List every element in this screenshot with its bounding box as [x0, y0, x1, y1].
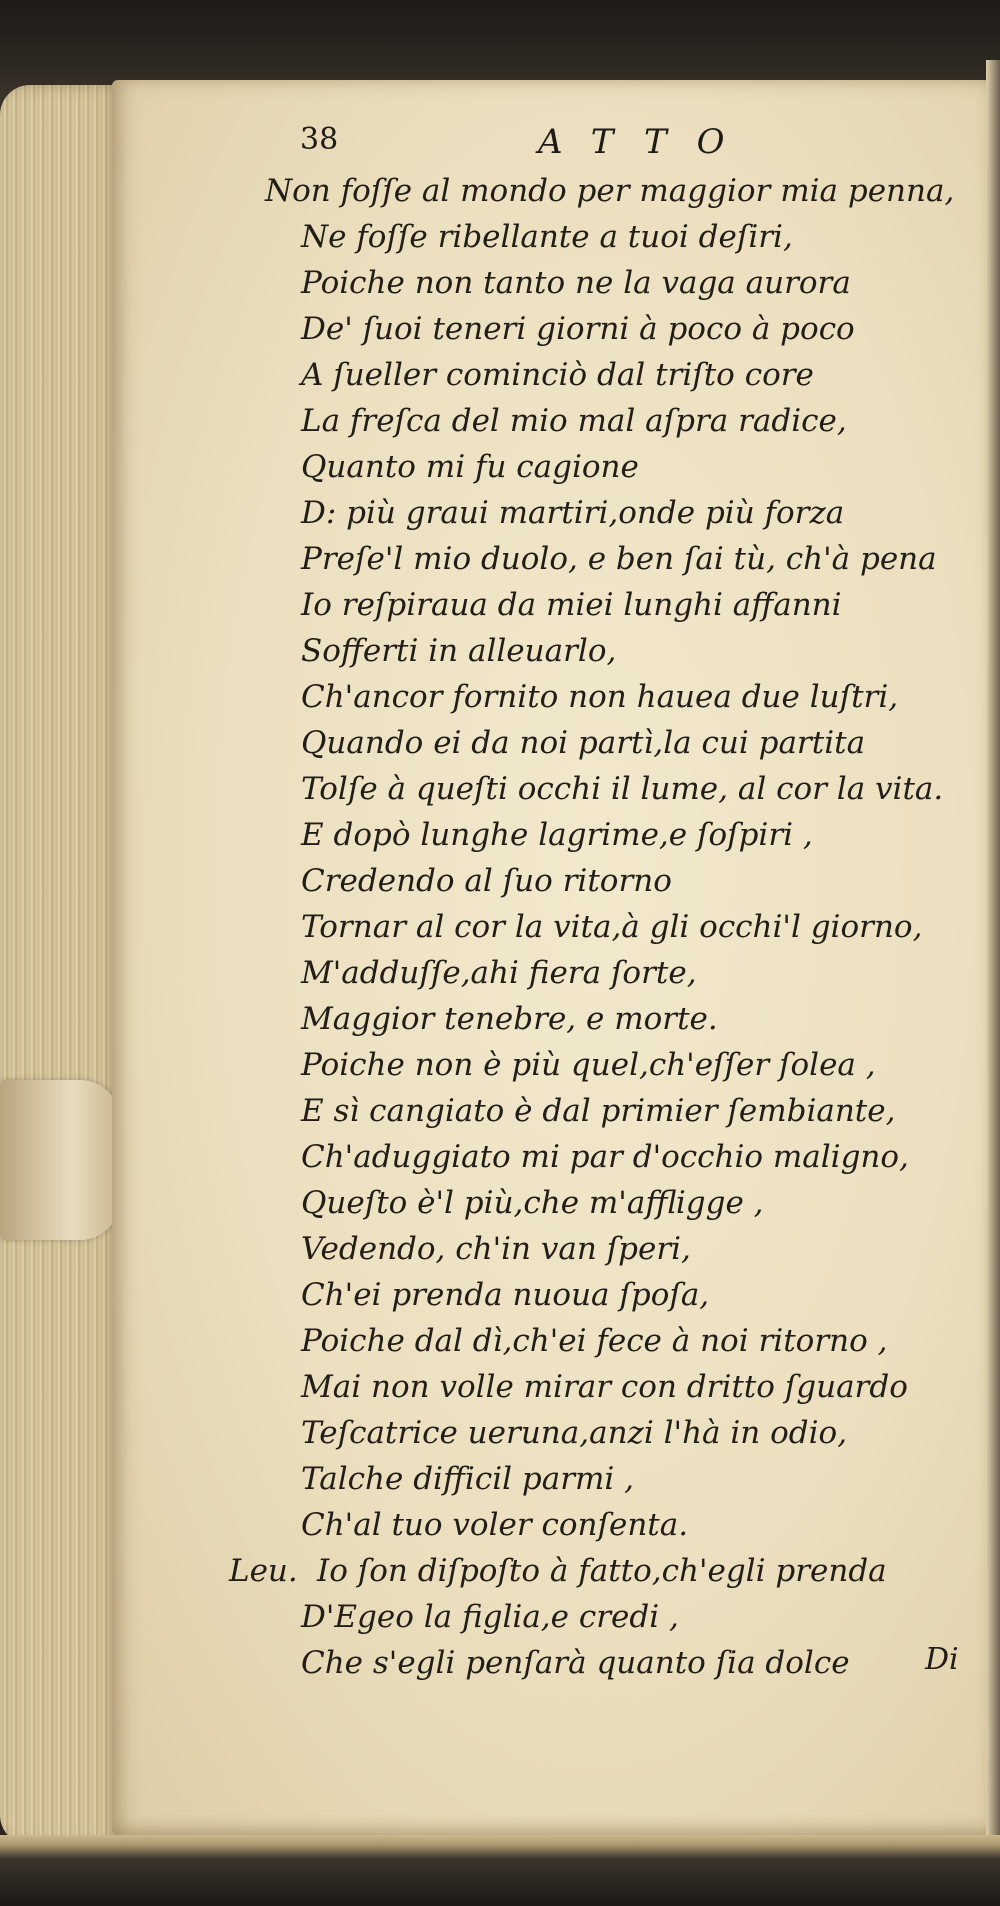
verse-line [265, 1456, 995, 1502]
verse-line-text: Poiche dal dì,ch'ei fece à noi ritorno , [301, 1323, 888, 1359]
verse-line-text: Ch'aduggiato mi par d'occhio maligno, [301, 1139, 909, 1175]
verse-line-text: Mai non volle mirar con dritto ſguardo [301, 1369, 908, 1405]
verse-line [265, 582, 995, 628]
verse-line-text: Preſe'l mio duolo, e ben ſai tù, ch'à pena [301, 541, 937, 577]
verse-line [265, 1318, 995, 1364]
verse-line-text: D: più graui martiri,onde più forza [301, 495, 845, 531]
verse-line [265, 1502, 995, 1548]
speaker-name: Leu. [229, 1553, 298, 1589]
verse-line-text: Maggior tenebre, e morte. [301, 1001, 718, 1037]
verse-line [265, 628, 995, 674]
verse-line-text: Poiche non tanto ne la vaga aurora [301, 265, 851, 301]
verse-line-text: Ch'al tuo voler conſenta. [301, 1507, 689, 1543]
running-head: ATTO [538, 122, 755, 162]
verse-line-text: Ch'ei prenda nuoua ſpoſa, [301, 1277, 710, 1313]
verse-line-text: Queſto è'l più,che m'affligge , [301, 1185, 764, 1221]
verse-line [265, 168, 995, 214]
verse-line-text: E dopò lunghe lagrime,e ſoſpiri , [301, 817, 813, 853]
verse-line [265, 1134, 995, 1180]
verse-line-text: A ſueller cominciò dal triſto core [301, 357, 814, 393]
verse-line [265, 1180, 995, 1226]
verse-line [265, 306, 995, 352]
verse-line-text: E sì cangiato è dal primier ſembiante, [301, 1093, 896, 1129]
verse-line [265, 674, 995, 720]
verse-line-text: Teſcatrice ueruna,anzi l'hà in odio, [301, 1415, 848, 1451]
verse-line [265, 858, 995, 904]
verse-line-text: D'Egeo la figlia,e credi , [301, 1599, 679, 1635]
verse-line-text: Tornar al cor la vita,à gli occhi'l giorno, [301, 909, 923, 945]
page-edges [0, 85, 120, 1845]
verse-line [265, 214, 995, 260]
verse-line-text: M'adduſſe,ahi fiera ſorte, [301, 955, 697, 991]
verse-line-text: Quanto mi fu cagione [301, 449, 639, 485]
verse-line-text: De' ſuoi teneri giorni à poco à poco [301, 311, 855, 347]
verse-line [265, 996, 995, 1042]
verse-line [265, 950, 995, 996]
verse-line-text: La freſca del mio mal aſpra radice, [301, 403, 847, 439]
verse-line [229, 1548, 995, 1594]
verse-line-text: Io reſpiraua da miei lunghi affanni [301, 587, 842, 623]
verse-line [265, 1410, 995, 1456]
verse-line-text: Non foſſe al mondo per maggior mia penna, [265, 173, 955, 209]
verse-line-text: Quando ei da noi partì,la cui partita [301, 725, 866, 761]
verse-line-text: Credendo al ſuo ritorno [301, 863, 672, 899]
verse-line [265, 720, 995, 766]
catchword: Di [925, 1642, 959, 1677]
verse-line-text: Ch'ancor fornito non hauea due luſtri, [301, 679, 899, 715]
page-header [300, 122, 800, 170]
verse-line-text: Talche difficil parmi , [301, 1461, 635, 1497]
verse-line [265, 260, 995, 306]
verse-line-text: Poiche non è più quel,ch'eſſer ſolea , [301, 1047, 876, 1083]
verse-line-text: Ne foſſe ribellante a tuoi deſiri, [301, 219, 793, 255]
page-number: 38 [300, 122, 339, 157]
verse-line [265, 1042, 995, 1088]
verse-line [265, 1272, 995, 1318]
verse-text [229, 168, 995, 1686]
verse-line [265, 904, 995, 950]
verse-line-text: Io ſon diſpoſto à fatto,ch'egli prenda [317, 1553, 887, 1589]
verse-line [265, 1364, 995, 1410]
verse-line-text: Tolſe à queſti occhi il lume, al cor la vita. [301, 771, 944, 807]
verse-line-text: Che s'egli penſarà quanto ſia dolce [301, 1645, 850, 1681]
verse-line [265, 766, 995, 812]
verse-line [265, 1640, 995, 1686]
verse-line [265, 444, 995, 490]
verse-line [265, 1088, 995, 1134]
verse-line-text: Vedendo, ch'in van ſperi, [301, 1231, 691, 1267]
bookmark-tab [0, 1080, 120, 1240]
verse-line [265, 536, 995, 582]
verse-line-text: Sofferti in alleuarlo, [301, 633, 617, 669]
verse-line [265, 812, 995, 858]
verse-line [265, 490, 995, 536]
verse-line [265, 398, 995, 444]
verse-line [265, 1594, 995, 1640]
verse-line [265, 1226, 995, 1272]
bottom-edge [0, 1835, 1000, 1906]
verse-line [265, 352, 995, 398]
